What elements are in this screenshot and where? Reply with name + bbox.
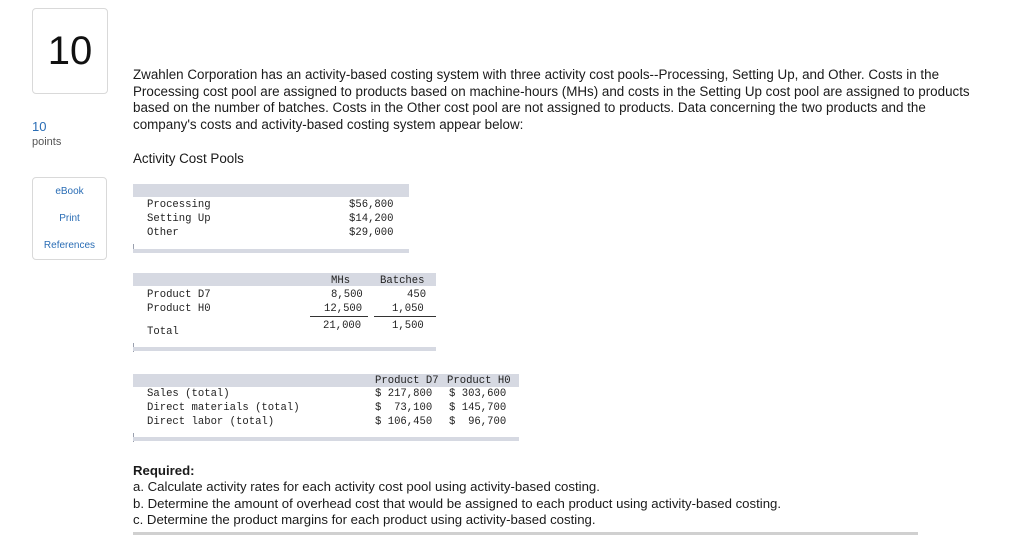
required-title: Required: [133,463,195,478]
row-label: Direct materials (total) [147,402,300,414]
total-label: Total [147,326,179,338]
row-batches: 1,050 [392,303,424,315]
points-value: 10 [32,119,47,134]
pool-name: Processing [147,199,211,211]
pool-name: Other [147,227,179,239]
row-d7: $ 106,450 [375,416,433,428]
row-h0: $ 303,600 [449,388,507,400]
col-header-h0: Product H0 [447,375,511,387]
row-label: Product D7 [147,289,211,301]
total-mhs: 21,000 [323,320,362,332]
row-mhs: 8,500 [331,289,363,301]
pool-amount: $14,200 [349,213,394,225]
ebook-button[interactable]: eBook [55,186,84,197]
total-batches: 1,500 [392,320,424,332]
row-batches: 450 [407,289,427,301]
question-intro: Zwahlen Corporation has an activity-based costing system with three activity cost pools--Processing, Setting Up, and Other. Costs in the Processing cost pool are assigned to products based on machine-hours (MHs) and costs in the Setting Up cost pool are assigned to products based on the number of batches. Costs in the Other cost pool are not assigned to products. Data concerning the two products and the company's costs and activity-based costing system appear below: [133,67,970,132]
pool-amount: $29,000 [349,227,394,239]
col-header-batches: Batches [380,275,425,287]
row-label: Product H0 [147,303,211,315]
required-item-a: a. Calculate activity rates for each activity cost pool using activity-based costing. [133,479,600,495]
required-section [133,463,953,529]
row-d7: $ 73,100 [375,402,433,414]
row-h0: $ 96,700 [449,416,507,428]
question-number: 10 [32,8,108,94]
pool-name: Setting Up [147,213,211,225]
row-label: Direct labor (total) [147,416,275,428]
row-label: Sales (total) [147,388,230,400]
resource-buttons [32,177,107,260]
col-header-mhs: MHs [331,275,351,287]
required-item-c: c. Determine the product margins for each product using activity-based costing. [133,512,596,528]
references-button[interactable]: References [43,240,96,251]
row-d7: $ 217,800 [375,388,433,400]
col-header-d7: Product D7 [375,375,439,387]
print-button[interactable]: Print [59,213,80,224]
points-label: points [32,136,62,148]
section-title: Activity Cost Pools [133,151,244,166]
row-mhs: 12,500 [324,303,363,315]
required-item-b: b. Determine the amount of overhead cost that would be assigned to each product using activity-based costing. [133,495,782,511]
pool-amount: $56,800 [349,199,394,211]
row-h0: $ 145,700 [449,402,507,414]
